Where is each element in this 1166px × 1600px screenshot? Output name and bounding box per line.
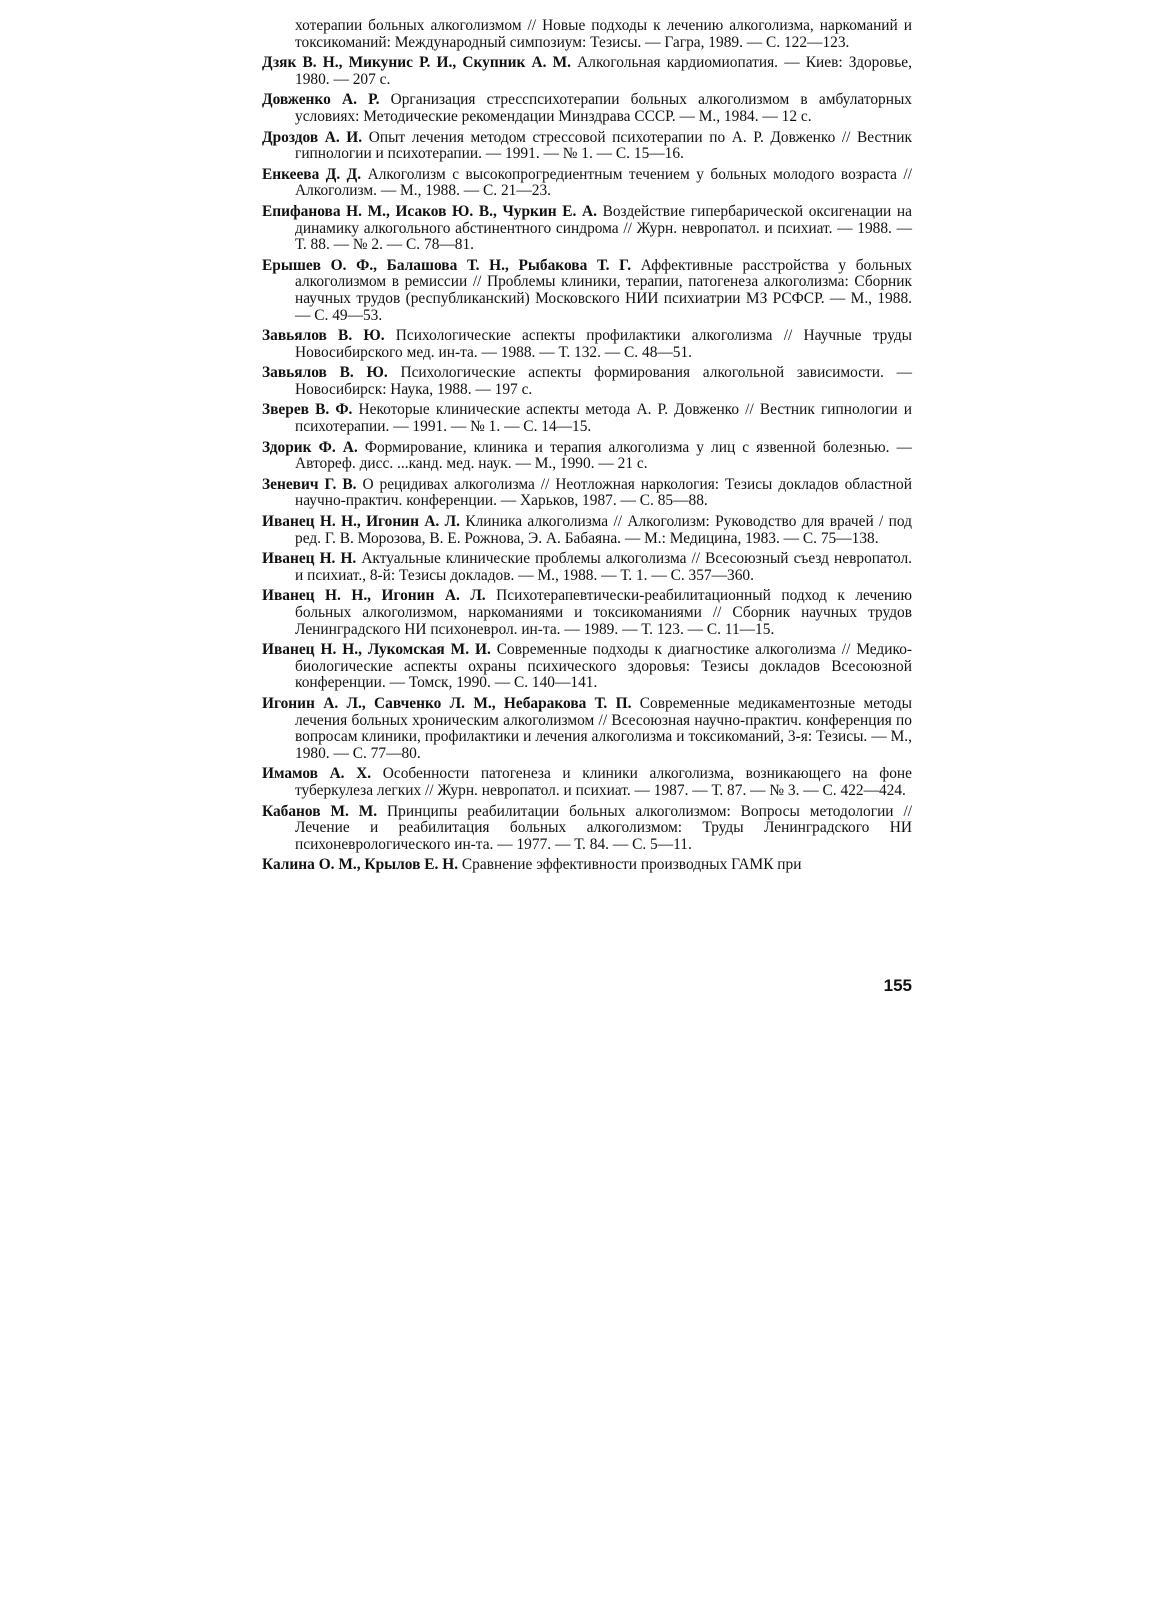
entry-authors: Иванец Н. Н., Игонин А. Л. [262,513,460,531]
bibliography-entry [262,365,912,398]
entry-authors: Кабанов М. М. [262,802,378,820]
bibliography-entry [262,55,912,88]
bibliography-entry [262,130,912,163]
entry-text: хотерапии больных алкоголизмом // Новые подходы к лечению алкоголизма, наркоманий и токсикоманий: Международный симпозиум: Тезисы. — Гагра, 1989. — С. 122—123. [295,17,912,51]
entry-text: Алкогольная кардиомиопатия. — Киев: Здоровье, 1980. — 207 с. [295,54,912,88]
bibliography-entry [262,328,912,361]
entry-authors: Имамов А. Х. [262,765,372,783]
entry-authors: Калина О. М., Крылов Е. Н. [262,856,459,874]
entry-text: Актуальные клинические проблемы алкоголизма // Всесоюзный съезд невропатол. и психиат., 8-й: Тезисы докладов. — М., 1988. — Т. 1. — С. 357—360. [295,550,912,584]
entry-authors: Ерышев О. Ф., Балашова Т. Н., Рыбакова Т. Г. [262,256,632,274]
entry-authors: Иванец Н. Н., Лукомская М. И. [262,641,491,659]
entry-text: Формирование, клиника и терапия алкоголизма у лиц с язвенной болезнью. — Автореф. дисс. ...канд. мед. наук. — М., 1990. — 21 с. [295,438,912,473]
entry-authors: Завьялов В. Ю. [262,364,388,382]
entry-text: О рецидивах алкоголизма // Неотложная наркология: Тезисы докладов областной научно-практич. конференции. — Харьков, 1987. — С. 85—88. [295,475,912,510]
bibliography-entry [262,167,912,200]
entry-text: Алкоголизм с высокопрогредиентным течением у больных молодого возраста // Алкоголизм. — М., 1988. — С. 21—23. [295,165,912,200]
entry-authors: Иванец Н. Н. [262,550,357,568]
bibliography-entry [262,857,912,874]
bibliography-entry [262,696,912,762]
page-number: 155 [883,976,912,995]
entry-text: Аффективные расстройства у больных алкоголизмом в ремиссии // Проблемы клиники, терапии, патогенеза алкоголизма: Сборник научных трудов (республиканский) Московского НИИ психиатрии МЗ РСФСР. — М., 1988. — С. 49—53. [295,256,912,324]
bibliography-entry [262,477,912,510]
bibliography-entry [262,204,912,254]
entry-text: Клиника алкоголизма // Алкоголизм: Руководство для врачей / под ред. Г. В. Морозова, В. Е. Рожнова, Э. А. Бабаяна. — М.: Медицина, 1983. — С. 75—138. [295,513,912,547]
entry-authors: Иванец Н. Н., Игонин А. Л. [262,587,486,605]
entry-authors: Дзяк В. Н., Микунис Р. И., Скупник А. М. [262,54,571,72]
entry-text: Опыт лечения методом стрессовой психотерапии по А. Р. Довженко // Вестник гипнологии и психотерапии. — 1991. — № 1. — С. 15—16. [295,128,912,163]
bibliography-entry [262,258,912,324]
entry-authors: Зеневич Г. В. [262,475,357,493]
bibliography-entry [262,92,912,125]
bibliography-entry [262,514,912,547]
entry-text: Современные медикаментозные методы лечения больных хроническим алкоголизмом // Всесоюзная научно-практич. конференция по вопросам клиники, профилактики и лечения алкоголизма и токсикоманий, 3-я: Тезисы. — М., 1980. — С. 77—80. [295,694,913,762]
bibliography-entry [262,588,912,638]
entry-text: Некоторые клинические аспекты метода А. Р. Довженко // Вестник гипнологии и психотерапии. — 1991. — № 1. — С. 14—15. [295,401,912,436]
entry-text: Принципы реабилитации больных алкоголизмом: Вопросы методологии // Лечение и реабилитация больных алкоголизмом: Труды Ленинградского НИ психоневрологического ин-та. — 1977. — Т. 84. — С. 5—11. [295,802,912,853]
bibliography-entry [262,804,912,854]
entry-authors: Епифанова Н. М., Исаков Ю. В., Чуркин Е. А. [262,202,597,220]
entry-text: Особенности патогенеза и клиники алкоголизма, возникающего на фоне туберкулеза легких // Журн. невропатол. и психиат. — 1987. — Т. 87. — № 3. — С. 422—424. [295,765,912,799]
bibliography-entry [262,402,912,435]
bibliography-entry [262,766,912,799]
entry-authors: Игонин А. Л., Савченко Л. М., Небаракова Т. П. [262,694,632,712]
entry-text: Современные подходы к диагностике алкоголизма // Медико-биологические аспекты охраны психического здоровья: Тезисы докладов Всесоюзной конференции. — Томск, 1990. — С. 140—141. [295,641,913,692]
bibliography-entry [262,642,912,692]
bibliography-entry [262,18,912,51]
bibliography-entry [262,440,912,473]
entry-authors: Зверев В. Ф. [262,401,353,419]
entry-text: Психотерапевтически-реабилитационный подход к лечению больных алкоголизмом, наркоманиями и токсикоманиями // Сборник научных трудов Ленинградского НИ психоневрол. ин-та. — 1989. — Т. 123. — С. 11—15. [295,587,912,638]
entry-authors: Енкеева Д. Д. [262,165,362,183]
bibliography-page [262,17,913,995]
entry-text: Сравнение эффективности производных ГАМК при [461,856,802,874]
bibliography-entry [262,551,912,584]
entry-authors: Дроздов А. И. [262,128,363,146]
bibliography-list [262,18,912,874]
entry-text: Организация стресспсихотерапии больных алкоголизмом в амбулаторных условиях: Методические рекомендации Минздрава СССР. — М., 1984. — 12 с. [295,91,912,125]
entry-text: Психологические аспекты формирования алкогольной зависимости. — Новосибирск: Наука, 1988. — 197 с. [295,364,912,398]
entry-text: Воздействие гипербарической оксигенации на динамику алкогольного абстинентного синдрома // Журн. невропатол. и психиат. — 1988. — Т. 88. — № 2. — С. 78—81. [295,202,912,254]
entry-authors: Довженко А. Р. [262,91,380,109]
entry-authors: Завьялов В. Ю. [262,327,385,345]
entry-text: Психологические аспекты профилактики алкоголизма // Научные труды Новосибирского мед. ин-та. — 1988. — Т. 132. — С. 48—51. [295,327,912,361]
entry-authors: Здорик Ф. А. [262,438,358,456]
